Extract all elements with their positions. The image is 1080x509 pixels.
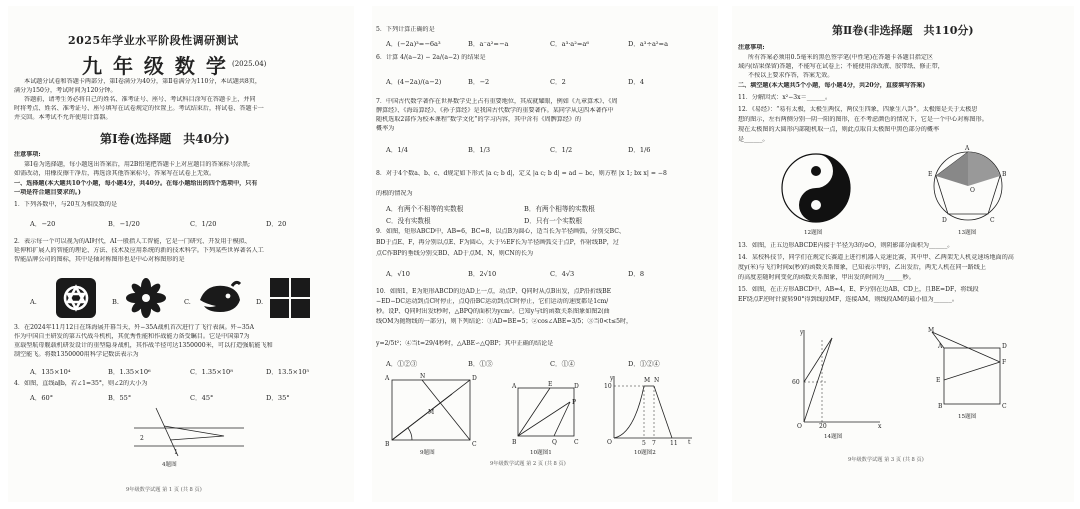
figure-13-caption: 13题图 bbox=[958, 230, 977, 236]
q6-option-b: B．−2 bbox=[468, 78, 490, 86]
svg-text:A: A bbox=[385, 375, 390, 382]
q1-text: 1．下列各数中，与20互为相反数的是 bbox=[14, 201, 118, 208]
taiji-figure-icon bbox=[780, 152, 852, 224]
q10-line-5: y=2/5t²；④当t=29/4秒时，△ABE∽△QBP；其中正确的结论是 bbox=[376, 340, 554, 347]
figure-14-graph bbox=[792, 328, 882, 428]
notes-line-3: 不按以上要求作答，答案无效。 bbox=[748, 72, 834, 79]
q7-line-3: 随机选取2部作为校本课程“数学文化”的学习内容，其中含有《周髀算经》的 bbox=[376, 116, 582, 123]
q2-option-b: B. bbox=[112, 298, 119, 306]
q3-line-3: 重载型航母舰载机研发设计的重型隐身战机，其作战半径可达1350000米，可以打造强航能飞和 bbox=[14, 342, 273, 349]
q7-line-2: 髀算经》、《海岛算经》、《孙子算经》是我国古代数学的重要著作。某同学从这四本著作中 bbox=[376, 107, 614, 114]
q8-line-1: 8．对于4个数a、b、c、d规定如下形式 |a c; b d|，定义 |a c; b d| = ad − bc，则方程 |x 1; bx x| = −8 bbox=[376, 170, 667, 177]
q10-line-1: 10．如图1，E为矩形ABCD的边AD上一点，动点P、Q同时从点B出发，点P沿折线BE bbox=[376, 288, 612, 295]
q4-option-c: C．45° bbox=[190, 394, 214, 402]
q3-option-b: B．1.35×10⁶ bbox=[108, 368, 151, 376]
q2-option-d: D. bbox=[256, 298, 264, 306]
svg-text:B: B bbox=[512, 439, 517, 446]
q4-text: 4．如图，直线a∥b，若∠1=35°，则∠2的大小为 bbox=[14, 380, 148, 387]
q7-line-1: 7．中国古代数学著作在世界数学史上占有重要地位，其成就耀眼，例如《九章算术》、《周 bbox=[376, 98, 618, 105]
figure-4-diagram bbox=[134, 406, 244, 458]
section1-line-2: 一项是符合题目要求的。) bbox=[14, 189, 81, 196]
svg-text:A: A bbox=[938, 343, 943, 350]
page-footer: 9年级数学试题 第 1 页 (共 8 页) bbox=[126, 487, 202, 493]
svg-text:B: B bbox=[385, 441, 390, 448]
exam-title: 2025年学业水平阶段性调研测试 bbox=[68, 34, 239, 47]
exam-page-1 bbox=[8, 6, 354, 502]
q10-line-3: 秒。设P、Q同时出发t秒时，△BPQ的面积为ycm²。已知y与t的函数关系图象如图2(曲 bbox=[376, 308, 610, 315]
notes-label: 注意事项: bbox=[738, 44, 765, 51]
svg-text:P: P bbox=[572, 399, 577, 406]
grade-title: 九 年 级 数 学 bbox=[82, 54, 228, 78]
svg-text:A: A bbox=[965, 145, 970, 152]
q5-option-c: C．a³·a²=a⁶ bbox=[550, 40, 589, 48]
q8-option-d: D．只有一个实数根 bbox=[524, 217, 583, 225]
notes-label: 注意事项: bbox=[14, 151, 41, 158]
q14-line-2: 度y(米)与飞行时间x(秒)的函数关系图象，已知表示甲的，乙出发后，两无人机在同一路线上 bbox=[738, 264, 986, 271]
part2-title: 第Ⅱ卷(非选择题 共110分) bbox=[832, 24, 974, 37]
svg-text:N: N bbox=[654, 377, 660, 384]
q10-option-c: C．①④ bbox=[550, 360, 575, 368]
figure-4-caption: 4题图 bbox=[162, 462, 177, 468]
notes-line-2: 域内(结果保留)答题，不能写在试卷上；不能使用涂改液、胶带纸、修正带， bbox=[738, 63, 944, 70]
page-footer: 9年级数学试题 第 3 页 (共 8 页) bbox=[848, 457, 924, 463]
exam-date: (2025.04) bbox=[232, 60, 267, 68]
q4-option-b: B．55° bbox=[108, 394, 132, 402]
notes-line-1: 第Ⅰ卷为选择题，每小题选出答案后，用2B铅笔把答题卡上对应题目的答案标号涂黑; bbox=[24, 161, 251, 168]
q9-line-1: 9．如图，矩形ABCD中，AB=6，BC=8，以点B为圆心，适当长为半径画弧，分别交BC、 bbox=[376, 228, 625, 235]
intro-line-3: 答题前，请考生务必将自己的姓名、准考证号、座号、考试科目涂写在答题卡上，并同 bbox=[24, 96, 256, 103]
q12-line-3: 现在太极图的大圆形内部随机取一点，则此点取自太极图中黑色部分的概率 bbox=[738, 126, 940, 133]
svg-text:E: E bbox=[936, 377, 941, 384]
flower-logo-icon bbox=[126, 278, 166, 318]
svg-text:y: y bbox=[610, 375, 614, 382]
svg-text:y: y bbox=[800, 329, 804, 336]
q13-text: 13．如图，正五边形ABCDE内接于半径为3的⊙O，则阴影部分面积为______。 bbox=[738, 242, 954, 249]
svg-text:C: C bbox=[472, 441, 477, 448]
svg-text:D: D bbox=[574, 383, 579, 390]
q3-option-a: A．135×10⁴ bbox=[30, 368, 71, 376]
q5-text: 5．下列计算正确的是 bbox=[376, 26, 435, 33]
q1-option-a: A．−20 bbox=[30, 220, 56, 228]
q7-option-b: B．1/3 bbox=[468, 146, 491, 154]
intro-line-4: 时将考点、姓名、准考证号、座号填写在试卷规定的位置上。考试结束后，将试卷、答题卡一 bbox=[14, 105, 264, 112]
svg-text:A: A bbox=[512, 383, 517, 390]
figure-12-caption: 12题图 bbox=[804, 230, 823, 236]
q15-line-1: 15．如图，在正方形ABCD中，AB=4，E、F分别在边AB、CD上，且BE=DF，将线段 bbox=[738, 286, 979, 293]
svg-text:O: O bbox=[797, 423, 802, 430]
exam-page-2 bbox=[372, 6, 718, 502]
svg-text:M: M bbox=[644, 377, 651, 384]
svg-text:20: 20 bbox=[819, 423, 827, 430]
svg-text:7: 7 bbox=[652, 440, 656, 447]
q4-option-d: D．35° bbox=[266, 394, 290, 402]
svg-text:x: x bbox=[878, 423, 882, 430]
notes-line-2: 如需改动，用橡皮擦干净后，再选涂其他答案标号，答案写在试卷上无效。 bbox=[14, 170, 216, 177]
q12-line-4: 是______。 bbox=[738, 136, 769, 143]
svg-text:11: 11 bbox=[670, 440, 678, 447]
q2-line-3: 智能品牌公司的图标，其中是轴对称图形也是中心对称图形的是 bbox=[14, 256, 185, 263]
q11-text: 11．分解因式：x²−3x＝______。 bbox=[738, 94, 832, 101]
page-footer: 9年级数学试题 第 2 页 (共 8 页) bbox=[490, 461, 566, 467]
q15-line-2: EF绕点F逆时针旋转90°得到线段MF，连接AM，则线段AM的最小值为______。 bbox=[738, 296, 958, 303]
q9-option-b: B．2√10 bbox=[468, 270, 497, 278]
q3-option-c: C．1.35×10⁸ bbox=[190, 368, 233, 376]
svg-text:C: C bbox=[1002, 403, 1007, 410]
q1-option-b: B．−1/20 bbox=[108, 220, 140, 228]
figure-10-1-diagram bbox=[510, 382, 580, 444]
q9-line-3: 点C作BP的垂线分别交BD、AD于点M、N，则CN的长为 bbox=[376, 250, 534, 257]
svg-text:O: O bbox=[970, 187, 975, 194]
svg-text:M: M bbox=[928, 327, 935, 334]
svg-text:C: C bbox=[574, 439, 579, 446]
q10-option-a: A．①②③ bbox=[386, 360, 418, 368]
figure-15-caption: 15题图 bbox=[958, 414, 977, 420]
svg-text:N: N bbox=[420, 373, 426, 380]
q10-line-4: 线OM为抛物线的一部分)，则下列结论：①AD=BE=5；②cos∠ABE=3/5；③当0<t≤5时， bbox=[376, 318, 633, 325]
intro-line-2: 满分为150分，考试时间为120分钟。 bbox=[14, 87, 117, 94]
q5-option-d: D．a³÷a²=a bbox=[628, 40, 669, 48]
figure-9-diagram bbox=[382, 374, 478, 446]
svg-text:10: 10 bbox=[604, 383, 612, 390]
q6-option-c: C．2 bbox=[550, 78, 566, 86]
svg-text:O: O bbox=[607, 439, 612, 446]
q2-option-c: C. bbox=[184, 298, 191, 306]
svg-text:B: B bbox=[1002, 171, 1007, 178]
q1-option-d: D．20 bbox=[266, 220, 287, 228]
q8-option-b: B．有两个相等的实数根 bbox=[524, 205, 595, 213]
windows-logo-icon bbox=[270, 278, 310, 318]
svg-text:C: C bbox=[990, 217, 995, 224]
svg-text:E: E bbox=[548, 381, 553, 388]
notes-line-1: 所有答案必须用0.5毫米的黑色签字笔(中性笔)在答题卡各题目指定区 bbox=[748, 54, 934, 61]
section2-title: 二、填空题(本大题共5个小题，每小题4分，共20分，直接填写答案) bbox=[738, 82, 926, 89]
intro-line-5: 并交回。本考试不允许使用计算器。 bbox=[14, 114, 112, 121]
q4-option-a: A．60° bbox=[30, 394, 54, 402]
q10-line-2: −ED−DC运动到点C时停止，点Q沿BC运动到点C时停止，它们运动的速度都是1cm/ bbox=[376, 298, 609, 305]
svg-text:t: t bbox=[688, 439, 691, 446]
q1-option-c: C．1/20 bbox=[190, 220, 217, 228]
q3-option-d: D．13.5×10⁵ bbox=[266, 368, 310, 376]
q8-option-a: A．有两个不相等的实数根 bbox=[386, 205, 464, 213]
svg-text:E: E bbox=[928, 171, 933, 178]
q14-line-3: 的高度差随时间变化的函数关系图象，甲出发的时间为______秒。 bbox=[738, 274, 915, 281]
q6-option-a: A．(4−2a)/(a−2) bbox=[386, 78, 442, 86]
q3-line-2: 作为中国自主研发的第五代战斗机机，其优秀性能和作战能力备受瞩目。它是中国第7为 bbox=[14, 333, 250, 340]
q5-option-a: A．(−2a)³=−6a³ bbox=[386, 40, 441, 48]
figure-13-diagram bbox=[928, 145, 1008, 224]
q12-line-1: 12．《易经》：“易有太极，太极生两仪，两仪生四象，四象生八卦”。太极图是关于太极思 bbox=[738, 106, 978, 113]
q2-line-1: 2．表示每一个可以视为的AI时代，AI一般指人工智能，它是一门研究、开发用于模拟、 bbox=[14, 238, 251, 245]
svg-text:D: D bbox=[942, 217, 947, 224]
svg-text:1: 1 bbox=[174, 449, 178, 456]
svg-text:60: 60 bbox=[792, 379, 800, 386]
q9-line-2: BD于点E、F，再分别以点E、F为圆心，大于½EF长为半径画弧交于点P，作射线BP，过 bbox=[376, 239, 619, 246]
part1-title: 第Ⅰ卷(选择题 共40分) bbox=[100, 132, 230, 146]
figure-9-caption: 9题图 bbox=[420, 450, 435, 456]
svg-text:M: M bbox=[428, 409, 435, 416]
q2-option-a: A. bbox=[30, 298, 37, 306]
q6-text: 6．计算 4/(a−2) − 2a/(a−2) 的结果是 bbox=[376, 54, 486, 61]
q8-option-c: C．没有实数根 bbox=[386, 217, 431, 225]
q12-line-2: 想的图示，左右两侧分别一阴一阳的图形，在不考虑颜色的情况下，它是一个中心对称图形。 bbox=[738, 116, 988, 123]
q9-option-c: C．4√3 bbox=[550, 270, 575, 278]
openai-logo-icon bbox=[56, 278, 96, 318]
q6-option-d: D．4 bbox=[628, 78, 645, 86]
svg-text:D: D bbox=[1002, 343, 1007, 350]
figure-10-1-caption: 10题图1 bbox=[530, 450, 552, 456]
svg-text:F: F bbox=[1002, 359, 1007, 366]
svg-text:B: B bbox=[938, 403, 943, 410]
figure-10-2-caption: 10题图2 bbox=[634, 450, 656, 456]
svg-text:Q: Q bbox=[552, 439, 557, 446]
q7-option-a: A．1/4 bbox=[386, 146, 408, 154]
section1-line-1: 一、选择题(本大题共10个小题，每小题4分，共40分。在每小题给出的四个选项中，只有 bbox=[14, 180, 258, 187]
q7-option-d: D．1/6 bbox=[628, 146, 651, 154]
q10-option-b: B．①③ bbox=[468, 360, 493, 368]
q3-line-4: 制空能飞。将数1350000用科学记数法表示为 bbox=[14, 351, 139, 358]
figure-14-caption: 14题图 bbox=[824, 434, 843, 440]
q7-line-4: 概率为 bbox=[376, 125, 395, 132]
whale-logo-icon bbox=[198, 278, 242, 318]
q9-option-a: A．√10 bbox=[386, 270, 410, 278]
figure-10-2-graph bbox=[604, 374, 694, 446]
q2-line-2: 延伸和扩展人的智能的理论、方法、技术及应用系统的新的技术科学。下列某些世界著名人工 bbox=[14, 247, 264, 254]
q3-line-1: 3．在2024年11月12日在珠海展开幕当天，歼−35A战机首次进行了飞行表演。歼−35A bbox=[14, 324, 255, 331]
q14-line-1: 14．某校科技节，同学们在规定长赛道上进行机器人竞速比赛，其中甲、乙两架无人机竞速场地面的高 bbox=[738, 254, 1014, 261]
q9-option-d: D．8 bbox=[628, 270, 645, 278]
svg-text:5: 5 bbox=[642, 440, 646, 447]
q7-option-c: C．1/2 bbox=[550, 146, 573, 154]
exam-page-3 bbox=[732, 6, 1074, 502]
svg-text:2: 2 bbox=[140, 435, 144, 442]
svg-text:D: D bbox=[472, 375, 477, 382]
q10-option-d: D．①②④ bbox=[628, 360, 660, 368]
intro-line-1: 本试题分试卷和答题卡两部分，第Ⅰ卷满分为40分，第Ⅱ卷满分为110分，本试题共8页， bbox=[24, 78, 261, 85]
figure-15-diagram bbox=[928, 328, 1008, 408]
q8-line-2: 的根的情况为 bbox=[376, 190, 413, 197]
q5-option-b: B．a⁻a²=−a bbox=[468, 40, 509, 48]
